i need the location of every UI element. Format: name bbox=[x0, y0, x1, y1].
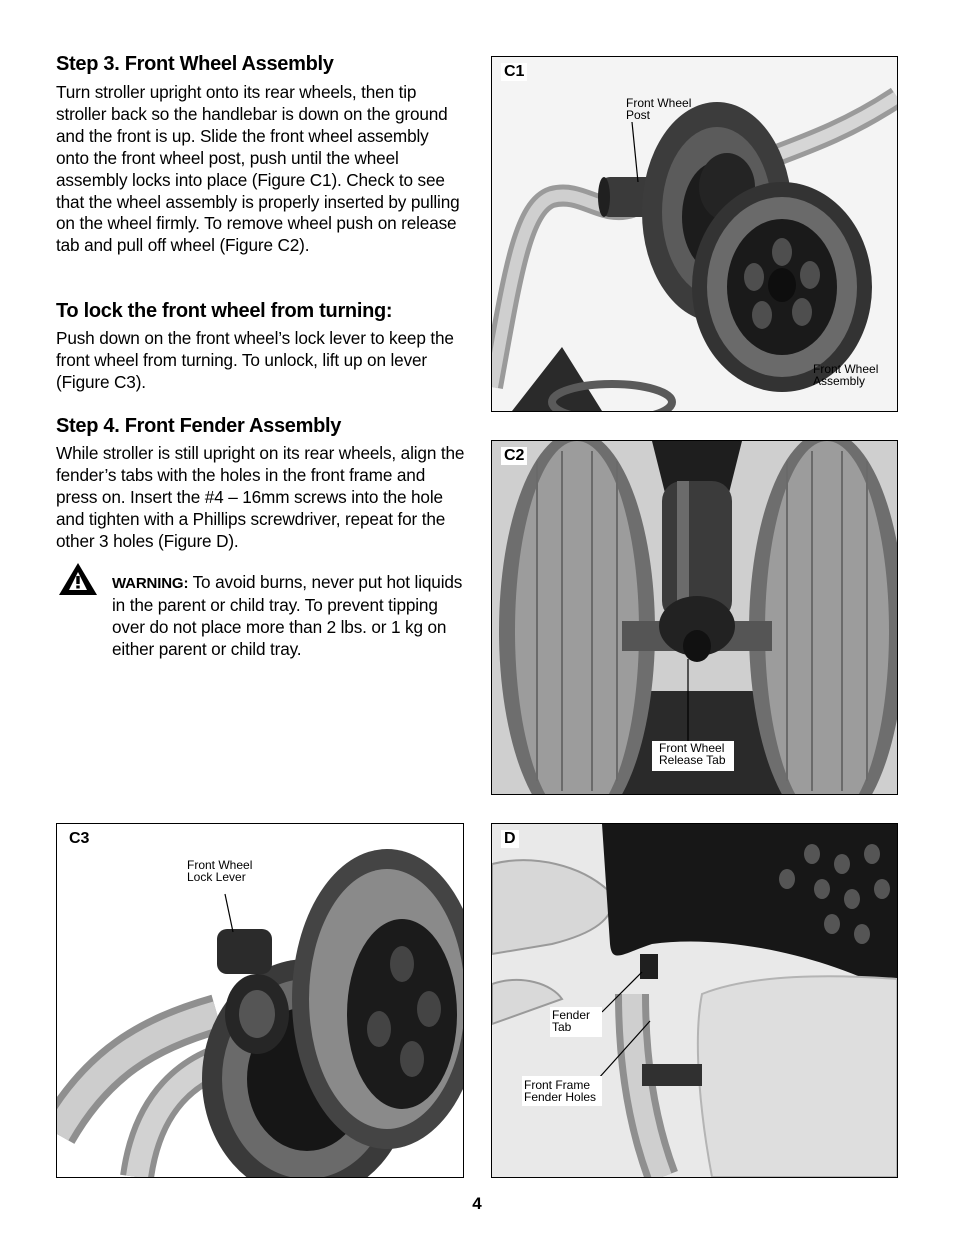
figure-c2-label: C2 bbox=[501, 447, 527, 465]
callout-front-wheel-lock-lever: Front Wheel Lock Lever bbox=[187, 858, 253, 884]
warning-body: To avoid burns, never put hot liquids in the parent or child tray. To prevent tipping over do not place more than 2 lbs. or 1 kg on either parent or child tray. bbox=[112, 572, 463, 659]
lock-heading: To lock the front wheel from turning: bbox=[56, 300, 393, 322]
step3-heading: Step 3. Front Wheel Assembly bbox=[56, 53, 334, 75]
page-number: 4 bbox=[472, 1194, 482, 1213]
callout-front-wheel-post: Front Wheel Post bbox=[626, 96, 692, 122]
figure-d-photo bbox=[492, 824, 897, 1177]
callout-front-wheel-release-tab: Front Wheel Release Tab bbox=[659, 741, 726, 767]
figure-d bbox=[491, 823, 898, 1178]
callout-fender-tab: Fender Tab bbox=[552, 1008, 591, 1034]
step3-paragraph: Turn stroller upright onto its rear wheels, then tip stroller back so the handlebar is down on the ground and the front is up. Slide the front wheel assembly onto the front wheel post, push until the wheel assembly locks into place (Figure C1). Check to see that the wheel assembly is properly inserted by pulling on the wheel firmly. To remove wheel push on release tab and pull off wheel (Figure C2). bbox=[56, 82, 460, 256]
figure-c3 bbox=[56, 823, 464, 1178]
step4-paragraph: While stroller is still upright on its rear wheels, align the fender’s tabs with the holes in the front frame and press on. Insert the #4 – 16mm screws into the hole and tighten with a Phillips screwdriver, repeat for the other 3 holes (Figure D). bbox=[56, 443, 465, 551]
warning-label: WARNING: bbox=[112, 575, 189, 592]
lock-paragraph: Push down on the front wheel’s lock lever to keep the front wheel from turning. To unlock, lift up on lever (Figure C3). bbox=[56, 328, 454, 392]
step4-heading: Step 4. Front Fender Assembly bbox=[56, 415, 342, 437]
figure-c1 bbox=[491, 56, 898, 412]
callout-front-wheel-assembly: Front Wheel Assembly bbox=[813, 362, 879, 388]
figure-c1-label: C1 bbox=[501, 63, 527, 81]
callout-front-frame-fender-holes: Front Frame Fender Holes bbox=[524, 1078, 597, 1104]
figure-c1-photo bbox=[492, 57, 897, 411]
figure-d-label: D bbox=[501, 830, 519, 848]
figure-c3-photo bbox=[57, 824, 463, 1177]
figure-c2 bbox=[491, 440, 898, 795]
figure-c3-label: C3 bbox=[66, 830, 92, 848]
warning-triangle-icon bbox=[58, 562, 98, 596]
warning-text bbox=[112, 572, 467, 661]
